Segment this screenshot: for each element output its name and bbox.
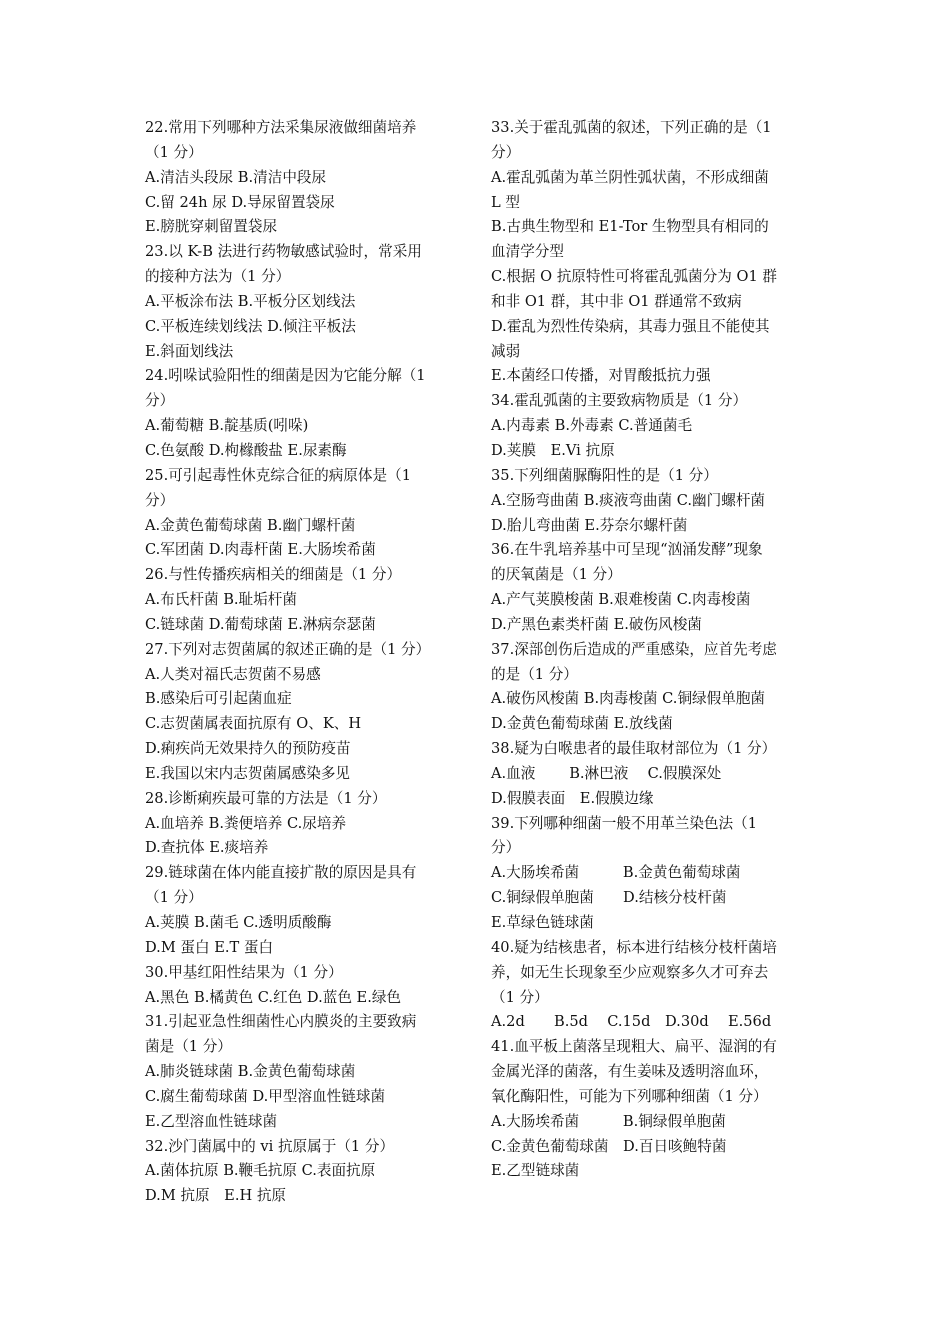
text-line: （1 分） — [145, 143, 203, 161]
text-line: C.平板连续划线法 D.倾注平板法 — [145, 317, 356, 335]
text-line: C.军团菌 D.肉毒杆菌 E.大肠埃希菌 — [145, 541, 376, 559]
text-line: 的是（1 分） — [491, 665, 578, 683]
text-line: E.我国以宋内志贺菌属感染多见 — [145, 764, 351, 782]
text-line: A.2d B.5d C.15d D.30d E.56d — [491, 1013, 772, 1031]
text-line: C.链球菌 D.葡萄球菌 E.淋病奈瑟菌 — [145, 615, 376, 633]
text-line: 金属光泽的菌落，有生姜味及透明溶血环， — [491, 1063, 769, 1081]
text-line: A.肺炎链球菌 B.金黄色葡萄球菌 — [145, 1063, 356, 1081]
text-line: A.空肠弯曲菌 B.痰液弯曲菌 C.幽门螺杆菌 — [491, 491, 766, 509]
text-line: A.破伤风梭菌 B.肉毒梭菌 C.铜绿假单胞菌 — [491, 690, 766, 708]
text-line: 氧化酶阳性，可能为下列哪种细菌（1 分） — [491, 1087, 768, 1105]
text-line: A.血培养 B.粪便培养 C.尿培养 — [145, 814, 347, 832]
text-line: E.乙型链球菌 — [491, 1162, 580, 1180]
text-line: 分） — [145, 392, 175, 410]
text-line: 35.下列细菌脲酶阳性的是（1 分） — [491, 466, 718, 484]
text-line: E.本菌经口传播，对胃酸抵抗力强 — [491, 367, 711, 385]
text-line: 30.甲基红阳性结果为（1 分） — [145, 963, 343, 981]
text-line: A.荚膜 B.菌毛 C.透明质酸酶 — [145, 914, 332, 931]
text-line: A.平板涂布法 B.平板分区划线法 — [145, 292, 356, 310]
right-column — [491, 116, 811, 1184]
text-line: 29.链球菌在体内能直接扩散的原因是具有 — [145, 864, 417, 882]
text-line: A.内毒素 B.外毒素 C.普通菌毛 — [491, 417, 693, 435]
text-line: A.布氏杆菌 B.耻垢杆菌 — [145, 591, 297, 609]
text-line: 36.在牛乳培养基中可呈现“汹涌发酵”现象 — [491, 541, 763, 559]
text-line: 34.霍乱弧菌的主要致病物质是（1 分） — [491, 392, 748, 410]
text-line: A.大肠埃希菌 B.铜绿假单胞菌 — [491, 1112, 726, 1130]
text-line: D.假膜表面 E.假膜边缘 — [491, 789, 654, 807]
text-line: A.霍乱弧菌为革兰阴性弧状菌，不形成细菌 — [491, 168, 769, 186]
text-line: 的接种方法为（1 分） — [145, 268, 291, 286]
text-line: C.金黄色葡萄球菌 D.百日咳鲍特菌 — [491, 1137, 727, 1155]
text-line: 37.深部创伤后造成的严重感染，应首先考虑 — [491, 640, 777, 658]
text-line: D.金黄色葡萄球菌 E.放线菌 — [491, 715, 673, 733]
text-line: 分） — [491, 143, 521, 161]
text-line: D.荚膜 E.Vi 抗原 — [491, 441, 615, 459]
text-line: 25.可引起毒性休克综合征的病原体是（1 — [145, 466, 411, 484]
text-line: 31.引起亚急性细菌性心内膜炎的主要致病 — [145, 1013, 417, 1031]
text-line: A.清洁头段尿 B.清洁中段尿 — [145, 168, 327, 186]
text-line: D.胎儿弯曲菌 E.芬奈尔螺杆菌 — [491, 516, 688, 534]
text-line: 33.关于霍乱弧菌的叙述，下列正确的是（1 — [491, 119, 772, 136]
text-line: 23.以 K-B 法进行药物敏感试验时，常采用 — [145, 243, 422, 261]
text-line: 22.常用下列哪种方法采集尿液做细菌培养 — [145, 119, 417, 136]
text-line: 血清学分型 — [491, 243, 564, 261]
text-line: 和非 O1 群，其中非 O1 群通常不致病 — [491, 292, 742, 310]
text-line: 养，如无生长现象至少应观察多久才可弃去 — [491, 963, 769, 981]
text-line: 39.下列哪种细菌一般不用革兰染色法（1 — [491, 814, 757, 832]
text-line: E.乙型溶血性链球菌 — [145, 1112, 278, 1130]
text-line: A.黑色 B.橘黄色 C.红色 D.蓝色 E.绿色 — [145, 988, 402, 1006]
text-line: 分） — [491, 839, 521, 857]
text-line: D.查抗体 E.痰培养 — [145, 839, 269, 857]
text-line: A.金黄色葡萄球菌 B.幽门螺杆菌 — [145, 516, 356, 534]
text-line: A.大肠埃希菌 B.金黄色葡萄球菌 — [491, 864, 741, 882]
text-line: E.斜面划线法 — [145, 342, 234, 360]
text-line: C.留 24h 尿 D.导尿留置袋尿 — [145, 193, 335, 211]
text-line: A.血液 B.淋巴液 C.假膜深处 — [491, 764, 722, 782]
text-line: D.霍乱为烈性传染病，其毒力强且不能使其 — [491, 317, 770, 335]
text-line: （1 分） — [145, 889, 203, 907]
text-line: 的厌氧菌是（1 分） — [491, 566, 622, 584]
text-line: 27.下列对志贺菌属的叙述正确的是（1 分） — [145, 640, 431, 658]
text-line: E.草绿色链球菌 — [491, 914, 594, 931]
text-line: D.产黑色素类杆菌 E.破伤风梭菌 — [491, 615, 702, 633]
text-line: 40.疑为结核患者，标本进行结核分枝杆菌培 — [491, 938, 777, 956]
text-line: L 型 — [491, 193, 520, 211]
text-line: 38.疑为白喉患者的最佳取材部位为（1 分） — [491, 740, 777, 758]
text-line: C.腐生葡萄球菌 D.甲型溶血性链球菌 — [145, 1087, 386, 1105]
text-line: E.膀胱穿刺留置袋尿 — [145, 218, 278, 236]
text-line: C.根据 O 抗原特性可将霍乱弧菌分为 O1 群 — [491, 268, 777, 286]
text-line: 26.与性传播疾病相关的细菌是（1 分） — [145, 566, 402, 584]
text-line: C.铜绿假单胞菌 D.结核分枝杆菌 — [491, 889, 727, 907]
text-line: 28.诊断痢疾最可靠的方法是（1 分） — [145, 789, 387, 807]
text-line: A.产气荚膜梭菌 B.艰难梭菌 C.肉毒梭菌 — [491, 591, 751, 609]
text-line: B.古典生物型和 E1-Tor 生物型具有相同的 — [491, 218, 769, 236]
text-line: 减弱 — [491, 342, 521, 360]
text-line: A.人类对福氏志贺菌不易感 — [145, 665, 321, 683]
left-column — [145, 116, 465, 1209]
text-line: 菌是（1 分） — [145, 1038, 232, 1056]
text-line: D.痢疾尚无效果持久的预防疫苗 — [145, 740, 351, 758]
text-line: 41.血平板上菌落呈现粗大、扁平、湿润的有 — [491, 1038, 777, 1056]
text-line: D.M 抗原 E.H 抗原 — [145, 1187, 287, 1205]
text-line: D.M 蛋白 E.T 蛋白 — [145, 938, 274, 956]
text-line: B.感染后可引起菌血症 — [145, 690, 292, 708]
text-line: C.色氨酸 D.枸橼酸盐 E.尿素酶 — [145, 441, 347, 459]
text-line: A.葡萄糖 B.靛基质(吲哚) — [145, 417, 309, 435]
text-line: （1 分） — [491, 988, 549, 1006]
text-line: 32.沙门菌属中的 vi 抗原属于（1 分） — [145, 1137, 395, 1155]
text-line: A.菌体抗原 B.鞭毛抗原 C.表面抗原 — [145, 1162, 376, 1180]
text-line: C.志贺菌属表面抗原有 O、K、H — [145, 715, 362, 733]
text-line: 分） — [145, 491, 175, 509]
text-line: 24.吲哚试验阳性的细菌是因为它能分解（1 — [145, 367, 426, 385]
